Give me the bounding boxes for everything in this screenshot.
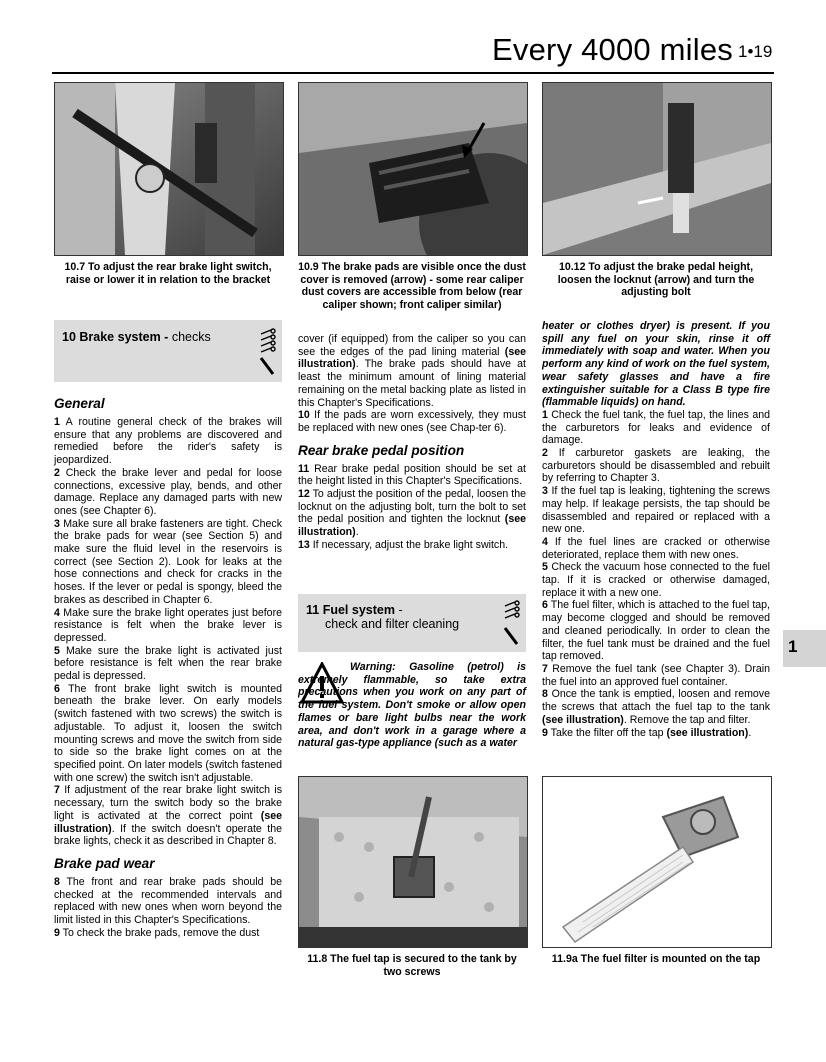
paragraph: 2 Check the brake lever and pedal for loose connections, excessive play, bends, and other damage. Replace any damaged parts with new ones (see Chapter 6).: [54, 466, 282, 517]
paragraph: 7 If adjustment of the rear brake light switch is necessary, turn the switch body so the brake light is activated at the correct point (see illustration). If the switch doesn't operate the brake lights, check it as described in Chapter 8.: [54, 784, 282, 848]
warning-text: Warning: Gasoline (petrol) is extremely flammable, so take extra precautions when you work on any part of the fuel system. Don't smoke or allow open flames or bare light bulbs near the work area, and don't work in a garage where a natural gas-type appliance (such as a water: [298, 661, 526, 750]
section-10-header: [54, 320, 282, 382]
spanner-rating-icon: [257, 328, 279, 376]
caption-10-12: 10.12 To adjust the brake pedal height, loosen the locknut (arrow) and turn the adjusting bolt: [557, 261, 755, 299]
paragraph: 9 Take the filter off the tap (see illustration).: [542, 726, 752, 739]
brake-light-switch-photo: [54, 82, 284, 256]
paragraph: 4 Make sure the brake light operates just before resistance is felt when the brake lever is depressed.: [54, 606, 282, 644]
section-11-title: 11 Fuel system -: [306, 603, 403, 617]
fuel-filter-photo: [542, 776, 772, 948]
paragraph: 4 If the fuel lines are cracked or otherwise deteriorated, replace them with new ones.: [542, 535, 770, 561]
column-1: [54, 388, 282, 939]
chapter-tab: [783, 630, 826, 667]
caption-11-9a: 11.9a The fuel filter is mounted on the tap: [551, 953, 761, 965]
brake-pads-photo: [298, 82, 528, 256]
rear-pedal-heading: Rear brake pedal position: [298, 442, 465, 458]
brake-pedal-photo: [542, 82, 772, 256]
caption-10-9: 10.9 The brake pads are visible once the dust cover is removed (arrow) - some rear caliper dust covers are accessible from below (rear caliper shown; front caliper similar): [298, 261, 526, 311]
page-number: 1•19: [738, 42, 773, 61]
section-10-title: 10 Brake system - checks: [62, 330, 211, 344]
paragraph: 6 The front brake light switch is mounted beneath the brake lever. On early models (switch fastened with two screws) the switch is adjustable. To adjust it, loosen the switch mounting screws and move the switch from side to side so the brake light comes on at the specified point. On later models (switch fastened with one screw) the switch isn't adjustable.: [54, 682, 282, 784]
page-title: Every 4000 miles: [492, 32, 733, 67]
paragraph: 6 The fuel filter, which is attached to the fuel tap, may become clogged and should be removed and cleaned periodically. In order to clean the filter, the fuel tank must be drained and the fuel tap removed.: [542, 599, 770, 663]
section-11-subtitle: check and filter cleaning: [325, 617, 460, 631]
section-11-header: [298, 594, 526, 652]
paragraph: 13 If necessary, adjust the brake light switch.: [298, 538, 509, 551]
section-11-number: 11: [306, 603, 320, 617]
section-10-number: 10: [62, 330, 76, 344]
paragraph: 3 Make sure all brake fasteners are tight. Check the brake pads for wear (see Section 5) and make sure the fluid level in the reservoirs is correct (see Section 2). Look for leaks at the hose connections and check for cracks in the hoses. If the lever or pedal is spongy, bleed the brakes as described in Chapter 6.: [54, 517, 282, 606]
column-2: [298, 333, 526, 552]
general-heading: General: [54, 396, 105, 411]
paragraph: cover (if equipped) from the caliper so you can see the edges of the pad lining material (see illustration). The brake pads should have at least the minimum amount of lining material remaining on the metal backing plate as listed in this Chapter's Specifications.: [298, 333, 526, 409]
caption-10-7: 10.7 To adjust the rear brake light switch, raise or lower it in relation to the bracket: [64, 261, 272, 286]
caption-11-8: 11.8 The fuel tap is secured to the tank by two screws: [307, 953, 517, 978]
paragraph: 11 Rear brake pedal position should be set at the height listed in this Chapter's Specifications.: [298, 462, 526, 488]
fuel-tap-photo: [298, 776, 528, 948]
paragraph: 7 Remove the fuel tank (see Chapter 3). Drain the fuel into an approved fuel container.: [542, 662, 770, 688]
paragraph: 5 Make sure the brake light is activated just before resistance is felt when the rear brake pedal is depressed.: [54, 644, 282, 683]
paragraph: 9 To check the brake pads, remove the dust: [54, 926, 260, 939]
warning-continued: heater or clothes dryer) is present. If you spill any fuel on your skin, rinse it off immediately with soap and water. When you perform any kind of work on the fuel system, wear safety glasses and have a fire extinguisher suitable for a Class B type fire (flammable liquids) on hand.: [542, 320, 770, 409]
paragraph: 8 Once the tank is emptied, loosen and remove the screws that attach the fuel tap to the tank (see illustration). Remove the tap and filter.: [542, 688, 770, 726]
paragraph: 2 If carburetor gaskets are leaking, the carburetors should be disassembled and rebuilt by referring to Chapter 3.: [542, 447, 770, 485]
paragraph: 12 To adjust the position of the pedal, loosen the locknut on the adjusting bolt, turn the bolt to set the pedal position and tighten the locknut (see illustration).: [298, 488, 526, 539]
chapter-tab-label: 1: [788, 637, 798, 656]
paragraph: 5 Check the vacuum hose connected to the fuel tap. If it is cracked or otherwise damaged, replace it with a new one.: [542, 561, 770, 599]
paragraph: 1 A routine general check of the brakes will ensure that any problems are discovered and remedied before the rider's safety is jeopardized.: [54, 416, 282, 467]
paragraph: 1 Check the fuel tank, the fuel tap, the lines and the carburetors for leaks and evidence of damage.: [542, 408, 770, 447]
paragraph: 3 If the fuel tap is leaking, tightening the screws may help. If leakage persists, the tap should be disassembled and repaired or replaced with a new one.: [542, 485, 770, 536]
paragraph: 8 The front and rear brake pads should be checked at the recommended intervals and replaced with new ones when worn beyond the limit listed in this Chapter's Specifications.: [54, 875, 282, 927]
header-rule: [52, 72, 774, 74]
spanner-rating-icon: [501, 600, 523, 648]
brake-pad-heading: Brake pad wear: [54, 855, 155, 871]
paragraph: 10 If the pads are worn excessively, they must be replaced with new ones (see Chap-ter 6).: [298, 409, 526, 434]
column-3: [542, 320, 770, 739]
